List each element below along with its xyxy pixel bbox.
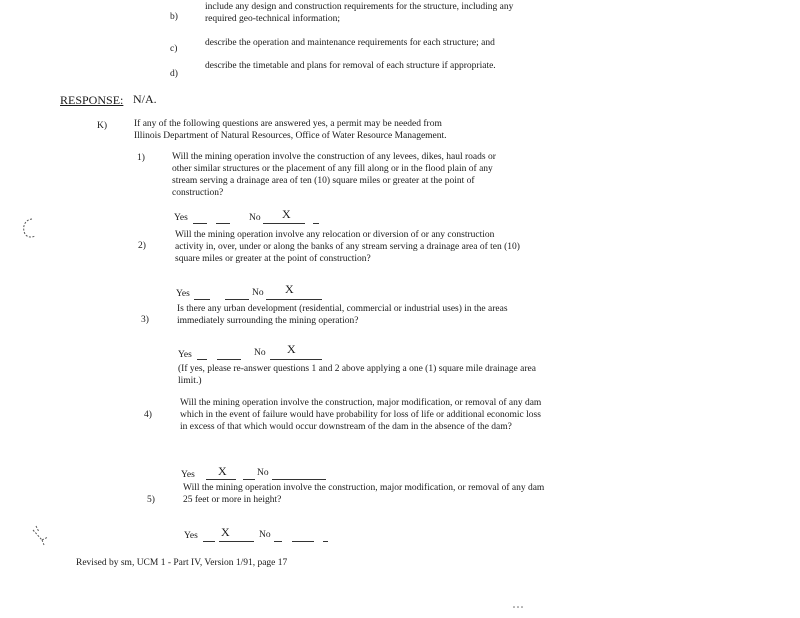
question-4-yes-label: Yes	[181, 470, 195, 480]
question-5-no-label: No	[259, 530, 271, 540]
question-1-no-label: No	[249, 213, 261, 223]
margin-mark-c	[18, 216, 40, 240]
question-2-yes-blank	[194, 289, 210, 300]
question-4-no-blank	[272, 469, 326, 480]
question-4-number: 4)	[144, 410, 152, 420]
question-1-yes-label: Yes	[174, 213, 188, 223]
scan-dots	[512, 604, 526, 610]
question-5-yes-blank-2	[219, 531, 254, 542]
question-3-yes-blank-2	[217, 349, 241, 360]
question-3-text: Is there any urban development (residential, commercial or industrial uses) in the areas immediately surrounding the mining operation?	[177, 304, 508, 326]
question-4-yes-mark: X	[218, 464, 227, 478]
question-1-text: Will the mining operation involve the construction of any levees, dikes, haul roads or other similar structures or the placement of any fill along or in the flood plain of any stream serving a drainage area of ten (10) square miles or greater at the point of construction?	[172, 152, 496, 198]
question-2-no-mark: X	[285, 282, 294, 296]
question-5-end-blank	[323, 531, 328, 542]
item-d-label: d)	[170, 69, 178, 79]
question-1-yes-blank	[193, 213, 207, 224]
item-c-label: c)	[170, 44, 178, 54]
question-5-yes-mark: X	[221, 525, 230, 539]
question-4-text: Will the mining operation involve the construction, major modification, or removal of any dam which in the event of failure would have probability for loss of life or additional economic loss in excess of that which would occur downstream of the dam in the absence of the dam?	[180, 398, 542, 432]
question-3-no-blank	[270, 349, 322, 360]
question-5-no-blank	[274, 531, 282, 542]
question-1-number: 1)	[137, 153, 145, 163]
question-3-no-label: No	[254, 348, 266, 358]
question-4-no-label: No	[257, 468, 269, 478]
footer-text: Revised by sm, UCM 1 - Part IV, Version 1/91, page 17	[76, 558, 288, 568]
question-1-no-mark: X	[282, 207, 291, 221]
question-2-no-label: No	[252, 288, 264, 298]
response-label: RESPONSE:	[60, 93, 124, 107]
question-3-note: (If yes, please re-answer questions 1 and 2 above applying a one (1) square mile drainage area limit.)	[178, 364, 536, 386]
question-3-no-mark: X	[287, 342, 296, 356]
question-2-yes-blank-2	[225, 289, 249, 300]
response-value: N/A.	[133, 92, 157, 106]
question-2-number: 2)	[138, 241, 146, 251]
margin-mark-arrow	[30, 524, 52, 548]
question-4-no-pre-blank	[243, 469, 255, 480]
item-c-text: describe the operation and maintenance requirements for each structure; and	[205, 38, 495, 48]
question-3-yes-blank	[197, 349, 207, 360]
section-k-label: K)	[97, 121, 108, 131]
item-b-label: b)	[170, 12, 178, 22]
question-3-number: 3)	[141, 315, 149, 325]
question-2-yes-label: Yes	[176, 289, 190, 299]
question-5-yes-blank	[203, 531, 215, 542]
section-k-intro: If any of the following questions are answered yes, a permit may be needed from Illinois Department of Natural Resources, Office of Water Resource Management.	[134, 119, 447, 141]
item-b-text: include any design and construction requirements for the structure, including any required geo-technical information;	[205, 2, 514, 24]
question-5-text: Will the mining operation involve the construction, major modification, or removal of any dam 25 feet or more in height?	[183, 483, 545, 505]
question-1-end-blank	[313, 213, 319, 224]
question-5-number: 5)	[147, 495, 155, 505]
item-d-text: describe the timetable and plans for removal of each structure if appropriate.	[205, 61, 496, 71]
question-3-yes-label: Yes	[178, 350, 192, 360]
question-1-yes-blank-2	[216, 213, 230, 224]
question-5-no-blank-2	[292, 531, 314, 542]
question-5-yes-label: Yes	[184, 531, 198, 541]
question-2-text: Will the mining operation involve any relocation or diversion of or any construction activity in, over, under or along the banks of any stream serving a drainage area of ten (10) square miles or greater at the point of construction?	[175, 230, 520, 264]
question-2-no-blank	[266, 289, 322, 300]
